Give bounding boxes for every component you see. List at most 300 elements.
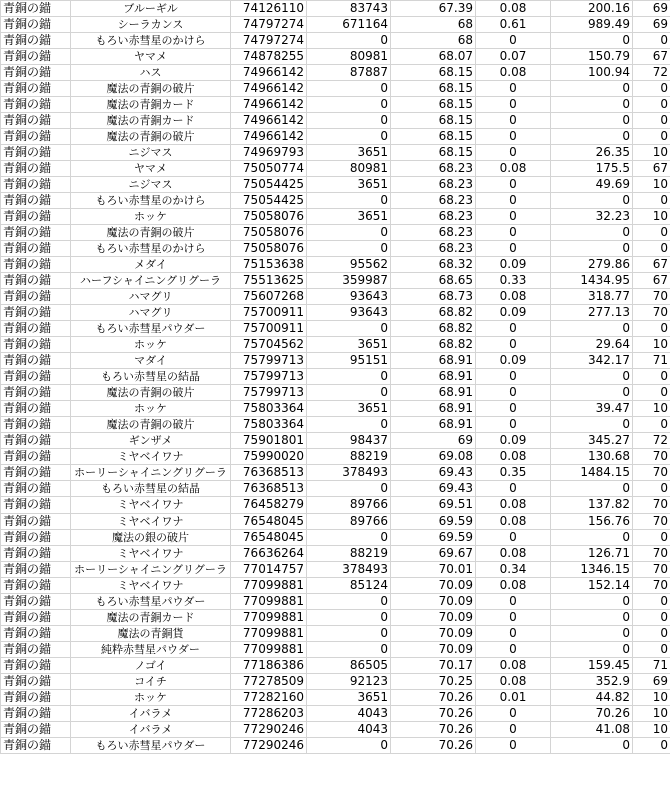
cell-item[interactable]: 魔法の青銅カード [71,609,231,625]
cell-item[interactable]: ミヤベイワナ [71,497,231,513]
cell-item[interactable]: ニジマス [71,145,231,161]
cell-item[interactable]: ニジマス [71,177,231,193]
cell-rate[interactable]: 0 [476,81,551,97]
cell-gain[interactable]: 3651 [307,337,391,353]
cell-rate[interactable]: 0 [476,593,551,609]
cell-gain[interactable]: 95151 [307,353,391,369]
cell-anchor[interactable]: 青銅の錨 [1,737,71,753]
cell-value[interactable]: 44.82 [551,689,633,705]
cell-total[interactable]: 75901801 [231,433,307,449]
cell-value[interactable]: 352.9 [551,673,633,689]
cell-rate[interactable]: 0.08 [476,577,551,593]
cell-rate[interactable]: 0 [476,145,551,161]
cell-gain[interactable]: 0 [307,481,391,497]
cell-total[interactable]: 74969793 [231,145,307,161]
cell-rate[interactable]: 0.08 [476,1,551,17]
cell-rate[interactable]: 0 [476,33,551,49]
cell-anchor[interactable]: 青銅の錨 [1,721,71,737]
cell-gain[interactable]: 0 [307,81,391,97]
cell-value[interactable]: 0 [551,385,633,401]
cell-anchor[interactable]: 青銅の錨 [1,289,71,305]
cell-rate[interactable]: 0 [476,321,551,337]
cell-value[interactable]: 0 [551,529,633,545]
cell-level[interactable]: 68.91 [391,353,476,369]
cell-code[interactable]: 67 [633,257,670,273]
cell-value[interactable]: 1434.95 [551,273,633,289]
cell-code[interactable]: 69 [633,1,670,17]
cell-gain[interactable]: 83743 [307,1,391,17]
cell-total[interactable]: 75054425 [231,193,307,209]
cell-item[interactable]: ホッケ [71,337,231,353]
cell-code[interactable]: 0 [633,97,670,113]
cell-total[interactable]: 77186386 [231,657,307,673]
cell-value[interactable]: 0 [551,369,633,385]
cell-total[interactable]: 74126110 [231,1,307,17]
cell-anchor[interactable]: 青銅の錨 [1,625,71,641]
cell-anchor[interactable]: 青銅の錨 [1,689,71,705]
cell-code[interactable]: 70 [633,305,670,321]
cell-item[interactable]: もろい赤彗星の結晶 [71,481,231,497]
cell-code[interactable]: 67 [633,161,670,177]
cell-gain[interactable]: 98437 [307,433,391,449]
cell-gain[interactable]: 0 [307,593,391,609]
cell-item[interactable]: ノゴイ [71,657,231,673]
cell-anchor[interactable]: 青銅の錨 [1,97,71,113]
cell-total[interactable]: 77282160 [231,689,307,705]
cell-gain[interactable]: 0 [307,529,391,545]
cell-item[interactable]: もろい赤彗星のかけら [71,33,231,49]
cell-gain[interactable]: 80981 [307,161,391,177]
cell-code[interactable]: 70 [633,497,670,513]
cell-value[interactable]: 0 [551,97,633,113]
cell-anchor[interactable]: 青銅の錨 [1,417,71,433]
cell-total[interactable]: 76458279 [231,497,307,513]
cell-item[interactable]: もろい赤彗星パウダー [71,737,231,753]
cell-code[interactable]: 0 [633,625,670,641]
cell-anchor[interactable]: 青銅の錨 [1,369,71,385]
cell-item[interactable]: 魔法の青銅の破片 [71,225,231,241]
cell-level[interactable]: 68 [391,33,476,49]
cell-rate[interactable]: 0 [476,641,551,657]
cell-rate[interactable]: 0 [476,225,551,241]
cell-value[interactable]: 150.79 [551,49,633,65]
cell-rate[interactable]: 0.09 [476,433,551,449]
cell-level[interactable]: 68.15 [391,97,476,113]
cell-total[interactable]: 75153638 [231,257,307,273]
cell-gain[interactable]: 0 [307,33,391,49]
cell-value[interactable]: 989.49 [551,17,633,33]
cell-total[interactable]: 77278509 [231,673,307,689]
cell-item[interactable]: イバラメ [71,705,231,721]
cell-anchor[interactable]: 青銅の錨 [1,273,71,289]
cell-level[interactable]: 69.59 [391,529,476,545]
cell-value[interactable]: 0 [551,113,633,129]
cell-anchor[interactable]: 青銅の錨 [1,497,71,513]
cell-item[interactable]: ヤマメ [71,49,231,65]
cell-rate[interactable]: 0.08 [476,65,551,81]
cell-level[interactable]: 70.09 [391,641,476,657]
cell-anchor[interactable]: 青銅の錨 [1,481,71,497]
cell-rate[interactable]: 0.08 [476,673,551,689]
cell-total[interactable]: 76548045 [231,529,307,545]
cell-total[interactable]: 74797274 [231,33,307,49]
cell-code[interactable]: 70 [633,545,670,561]
cell-total[interactable]: 75803364 [231,401,307,417]
cell-total[interactable]: 75799713 [231,353,307,369]
cell-anchor[interactable]: 青銅の錨 [1,321,71,337]
cell-item[interactable]: ハマグリ [71,305,231,321]
cell-total[interactable]: 77099881 [231,609,307,625]
cell-level[interactable]: 68.15 [391,145,476,161]
cell-item[interactable]: ミヤベイワナ [71,545,231,561]
cell-value[interactable]: 0 [551,81,633,97]
cell-rate[interactable]: 0 [476,337,551,353]
cell-total[interactable]: 77099881 [231,593,307,609]
cell-level[interactable]: 68 [391,17,476,33]
cell-code[interactable]: 71 [633,657,670,673]
cell-item[interactable]: もろい赤彗星パウダー [71,321,231,337]
cell-total[interactable]: 75607268 [231,289,307,305]
cell-gain[interactable]: 0 [307,241,391,257]
cell-code[interactable]: 0 [633,385,670,401]
cell-level[interactable]: 70.17 [391,657,476,673]
cell-value[interactable]: 0 [551,129,633,145]
cell-gain[interactable]: 4043 [307,705,391,721]
cell-value[interactable]: 0 [551,33,633,49]
cell-gain[interactable]: 3651 [307,177,391,193]
cell-gain[interactable]: 88219 [307,449,391,465]
cell-value[interactable]: 137.82 [551,497,633,513]
cell-value[interactable]: 32.23 [551,209,633,225]
cell-level[interactable]: 68.23 [391,161,476,177]
cell-gain[interactable]: 0 [307,641,391,657]
cell-rate[interactable]: 0 [476,113,551,129]
cell-item[interactable]: もろい赤彗星パウダー [71,593,231,609]
cell-gain[interactable]: 378493 [307,465,391,481]
cell-value[interactable]: 277.13 [551,305,633,321]
cell-value[interactable]: 0 [551,737,633,753]
cell-level[interactable]: 68.23 [391,209,476,225]
cell-total[interactable]: 74878255 [231,49,307,65]
cell-code[interactable]: 10 [633,337,670,353]
cell-value[interactable]: 126.71 [551,545,633,561]
cell-code[interactable]: 0 [633,737,670,753]
cell-anchor[interactable]: 青銅の錨 [1,193,71,209]
cell-item[interactable]: もろい赤彗星のかけら [71,193,231,209]
cell-value[interactable]: 342.17 [551,353,633,369]
cell-item[interactable]: 純粋赤彗星パウダー [71,641,231,657]
cell-code[interactable]: 70 [633,513,670,529]
cell-rate[interactable]: 0.33 [476,273,551,289]
cell-code[interactable]: 0 [633,129,670,145]
cell-level[interactable]: 68.91 [391,417,476,433]
cell-rate[interactable]: 0.61 [476,17,551,33]
cell-gain[interactable]: 89766 [307,497,391,513]
cell-value[interactable]: 279.86 [551,257,633,273]
cell-item[interactable]: 魔法の青銅の破片 [71,81,231,97]
cell-level[interactable]: 68.23 [391,225,476,241]
cell-rate[interactable]: 0 [476,385,551,401]
cell-value[interactable]: 0 [551,417,633,433]
cell-level[interactable]: 69.43 [391,465,476,481]
cell-level[interactable]: 68.23 [391,193,476,209]
cell-rate[interactable]: 0.08 [476,545,551,561]
cell-anchor[interactable]: 青銅の錨 [1,449,71,465]
cell-level[interactable]: 68.91 [391,385,476,401]
cell-code[interactable]: 0 [633,369,670,385]
cell-level[interactable]: 70.09 [391,625,476,641]
cell-code[interactable]: 10 [633,145,670,161]
cell-rate[interactable]: 0.09 [476,305,551,321]
cell-value[interactable]: 1346.15 [551,561,633,577]
cell-rate[interactable]: 0 [476,129,551,145]
cell-item[interactable]: 魔法の青銅の破片 [71,129,231,145]
cell-value[interactable]: 130.68 [551,449,633,465]
cell-anchor[interactable]: 青銅の錨 [1,657,71,673]
cell-rate[interactable]: 0 [476,481,551,497]
cell-total[interactable]: 76636264 [231,545,307,561]
cell-anchor[interactable]: 青銅の錨 [1,225,71,241]
cell-level[interactable]: 68.23 [391,241,476,257]
cell-anchor[interactable]: 青銅の錨 [1,65,71,81]
cell-gain[interactable]: 3651 [307,401,391,417]
cell-anchor[interactable]: 青銅の錨 [1,209,71,225]
cell-gain[interactable]: 88219 [307,545,391,561]
cell-gain[interactable]: 4043 [307,721,391,737]
cell-level[interactable]: 69.43 [391,481,476,497]
cell-level[interactable]: 68.23 [391,177,476,193]
cell-rate[interactable]: 0 [476,721,551,737]
cell-code[interactable]: 72 [633,433,670,449]
cell-code[interactable]: 0 [633,641,670,657]
cell-anchor[interactable]: 青銅の錨 [1,81,71,97]
cell-rate[interactable]: 0 [476,417,551,433]
cell-total[interactable]: 74966142 [231,81,307,97]
cell-total[interactable]: 77290246 [231,721,307,737]
cell-anchor[interactable]: 青銅の錨 [1,641,71,657]
cell-anchor[interactable]: 青銅の錨 [1,129,71,145]
cell-rate[interactable]: 0.01 [476,689,551,705]
cell-level[interactable]: 70.09 [391,577,476,593]
cell-anchor[interactable]: 青銅の錨 [1,161,71,177]
cell-anchor[interactable]: 青銅の錨 [1,337,71,353]
cell-total[interactable]: 77014757 [231,561,307,577]
cell-level[interactable]: 68.82 [391,321,476,337]
cell-rate[interactable]: 0 [476,737,551,753]
cell-code[interactable]: 10 [633,689,670,705]
cell-level[interactable]: 70.25 [391,673,476,689]
cell-rate[interactable]: 0.09 [476,257,551,273]
cell-value[interactable]: 0 [551,481,633,497]
cell-value[interactable]: 0 [551,193,633,209]
cell-gain[interactable]: 0 [307,369,391,385]
cell-rate[interactable]: 0 [476,609,551,625]
cell-item[interactable]: ハス [71,65,231,81]
cell-value[interactable]: 200.16 [551,1,633,17]
cell-total[interactable]: 75050774 [231,161,307,177]
cell-level[interactable]: 69 [391,433,476,449]
cell-code[interactable]: 0 [633,417,670,433]
cell-total[interactable]: 75700911 [231,305,307,321]
cell-value[interactable]: 175.5 [551,161,633,177]
cell-anchor[interactable]: 青銅の錨 [1,545,71,561]
cell-rate[interactable]: 0.08 [476,513,551,529]
cell-anchor[interactable]: 青銅の錨 [1,705,71,721]
cell-value[interactable]: 0 [551,321,633,337]
cell-code[interactable]: 67 [633,49,670,65]
cell-level[interactable]: 68.15 [391,129,476,145]
cell-value[interactable]: 0 [551,641,633,657]
cell-item[interactable]: 魔法の銀の破片 [71,529,231,545]
cell-value[interactable]: 345.27 [551,433,633,449]
cell-anchor[interactable]: 青銅の錨 [1,385,71,401]
cell-rate[interactable]: 0.08 [476,449,551,465]
cell-value[interactable]: 39.47 [551,401,633,417]
cell-item[interactable]: もろい赤彗星の結晶 [71,369,231,385]
cell-code[interactable]: 70 [633,561,670,577]
cell-gain[interactable]: 0 [307,609,391,625]
cell-code[interactable]: 10 [633,401,670,417]
cell-rate[interactable]: 0.08 [476,657,551,673]
cell-level[interactable]: 70.26 [391,737,476,753]
cell-value[interactable]: 26.35 [551,145,633,161]
cell-gain[interactable]: 0 [307,737,391,753]
cell-anchor[interactable]: 青銅の錨 [1,33,71,49]
cell-value[interactable]: 159.45 [551,657,633,673]
cell-anchor[interactable]: 青銅の錨 [1,577,71,593]
cell-gain[interactable]: 87887 [307,65,391,81]
cell-item[interactable]: ホッケ [71,689,231,705]
cell-level[interactable]: 69.67 [391,545,476,561]
cell-total[interactable]: 76368513 [231,481,307,497]
cell-code[interactable]: 10 [633,209,670,225]
cell-rate[interactable]: 0 [476,529,551,545]
cell-anchor[interactable]: 青銅の錨 [1,145,71,161]
cell-code[interactable]: 0 [633,593,670,609]
cell-code[interactable]: 69 [633,673,670,689]
cell-rate[interactable]: 0.35 [476,465,551,481]
cell-anchor[interactable]: 青銅の錨 [1,401,71,417]
cell-total[interactable]: 76368513 [231,465,307,481]
cell-code[interactable]: 0 [633,193,670,209]
cell-total[interactable]: 75054425 [231,177,307,193]
cell-level[interactable]: 68.73 [391,289,476,305]
cell-rate[interactable]: 0 [476,401,551,417]
cell-level[interactable]: 69.08 [391,449,476,465]
cell-code[interactable]: 69 [633,17,670,33]
cell-value[interactable]: 0 [551,225,633,241]
cell-rate[interactable]: 0 [476,369,551,385]
cell-total[interactable]: 77286203 [231,705,307,721]
cell-total[interactable]: 74966142 [231,129,307,145]
cell-gain[interactable]: 0 [307,129,391,145]
cell-gain[interactable]: 0 [307,625,391,641]
cell-value[interactable]: 0 [551,609,633,625]
cell-value[interactable]: 152.14 [551,577,633,593]
cell-gain[interactable]: 0 [307,225,391,241]
cell-code[interactable]: 0 [633,321,670,337]
cell-anchor[interactable]: 青銅の錨 [1,113,71,129]
cell-value[interactable]: 318.77 [551,289,633,305]
cell-value[interactable]: 70.26 [551,705,633,721]
cell-item[interactable]: ホッケ [71,209,231,225]
cell-value[interactable]: 0 [551,625,633,641]
cell-anchor[interactable]: 青銅の錨 [1,465,71,481]
cell-anchor[interactable]: 青銅の錨 [1,561,71,577]
cell-item[interactable]: ホッケ [71,401,231,417]
cell-rate[interactable]: 0.07 [476,49,551,65]
cell-anchor[interactable]: 青銅の錨 [1,1,71,17]
cell-code[interactable]: 0 [633,241,670,257]
cell-item[interactable]: ハマグリ [71,289,231,305]
cell-total[interactable]: 77099881 [231,641,307,657]
cell-anchor[interactable]: 青銅の錨 [1,433,71,449]
cell-gain[interactable]: 92123 [307,673,391,689]
cell-level[interactable]: 68.15 [391,65,476,81]
cell-gain[interactable]: 671164 [307,17,391,33]
cell-anchor[interactable]: 青銅の錨 [1,673,71,689]
cell-level[interactable]: 68.91 [391,369,476,385]
cell-item[interactable]: もろい赤彗星のかけら [71,241,231,257]
cell-total[interactable]: 74966142 [231,113,307,129]
cell-item[interactable]: ホーリーシャイニングリグーラ [71,561,231,577]
cell-rate[interactable]: 0 [476,97,551,113]
cell-anchor[interactable]: 青銅の錨 [1,609,71,625]
cell-item[interactable]: ハーフシャイニングリグーラ [71,273,231,289]
cell-rate[interactable]: 0 [476,193,551,209]
cell-total[interactable]: 75704562 [231,337,307,353]
cell-total[interactable]: 76548045 [231,513,307,529]
cell-code[interactable]: 70 [633,289,670,305]
cell-total[interactable]: 74797274 [231,17,307,33]
cell-level[interactable]: 68.82 [391,337,476,353]
cell-code[interactable]: 0 [633,33,670,49]
cell-gain[interactable]: 0 [307,321,391,337]
cell-anchor[interactable]: 青銅の錨 [1,529,71,545]
cell-item[interactable]: イバラメ [71,721,231,737]
cell-item[interactable]: ヤマメ [71,161,231,177]
cell-code[interactable]: 0 [633,609,670,625]
cell-item[interactable]: メダイ [71,257,231,273]
cell-level[interactable]: 68.65 [391,273,476,289]
cell-rate[interactable]: 0 [476,625,551,641]
cell-item[interactable]: 魔法の青銅の破片 [71,417,231,433]
cell-gain[interactable]: 3651 [307,209,391,225]
cell-item[interactable]: 魔法の青銅貨 [71,625,231,641]
cell-value[interactable]: 0 [551,593,633,609]
cell-rate[interactable]: 0 [476,209,551,225]
cell-item[interactable]: ギンザメ [71,433,231,449]
cell-value[interactable]: 100.94 [551,65,633,81]
cell-rate[interactable]: 0.34 [476,561,551,577]
cell-level[interactable]: 68.15 [391,113,476,129]
cell-item[interactable]: 魔法の青銅カード [71,113,231,129]
cell-level[interactable]: 70.01 [391,561,476,577]
cell-gain[interactable]: 86505 [307,657,391,673]
cell-level[interactable]: 70.09 [391,609,476,625]
cell-value[interactable]: 1484.15 [551,465,633,481]
cell-code[interactable]: 70 [633,465,670,481]
cell-rate[interactable]: 0 [476,241,551,257]
cell-gain[interactable]: 89766 [307,513,391,529]
cell-value[interactable]: 156.76 [551,513,633,529]
cell-code[interactable]: 10 [633,721,670,737]
cell-rate[interactable]: 0 [476,177,551,193]
cell-gain[interactable]: 0 [307,417,391,433]
cell-item[interactable]: ミヤベイワナ [71,449,231,465]
cell-item[interactable]: ミヤベイワナ [71,577,231,593]
cell-gain[interactable]: 0 [307,193,391,209]
